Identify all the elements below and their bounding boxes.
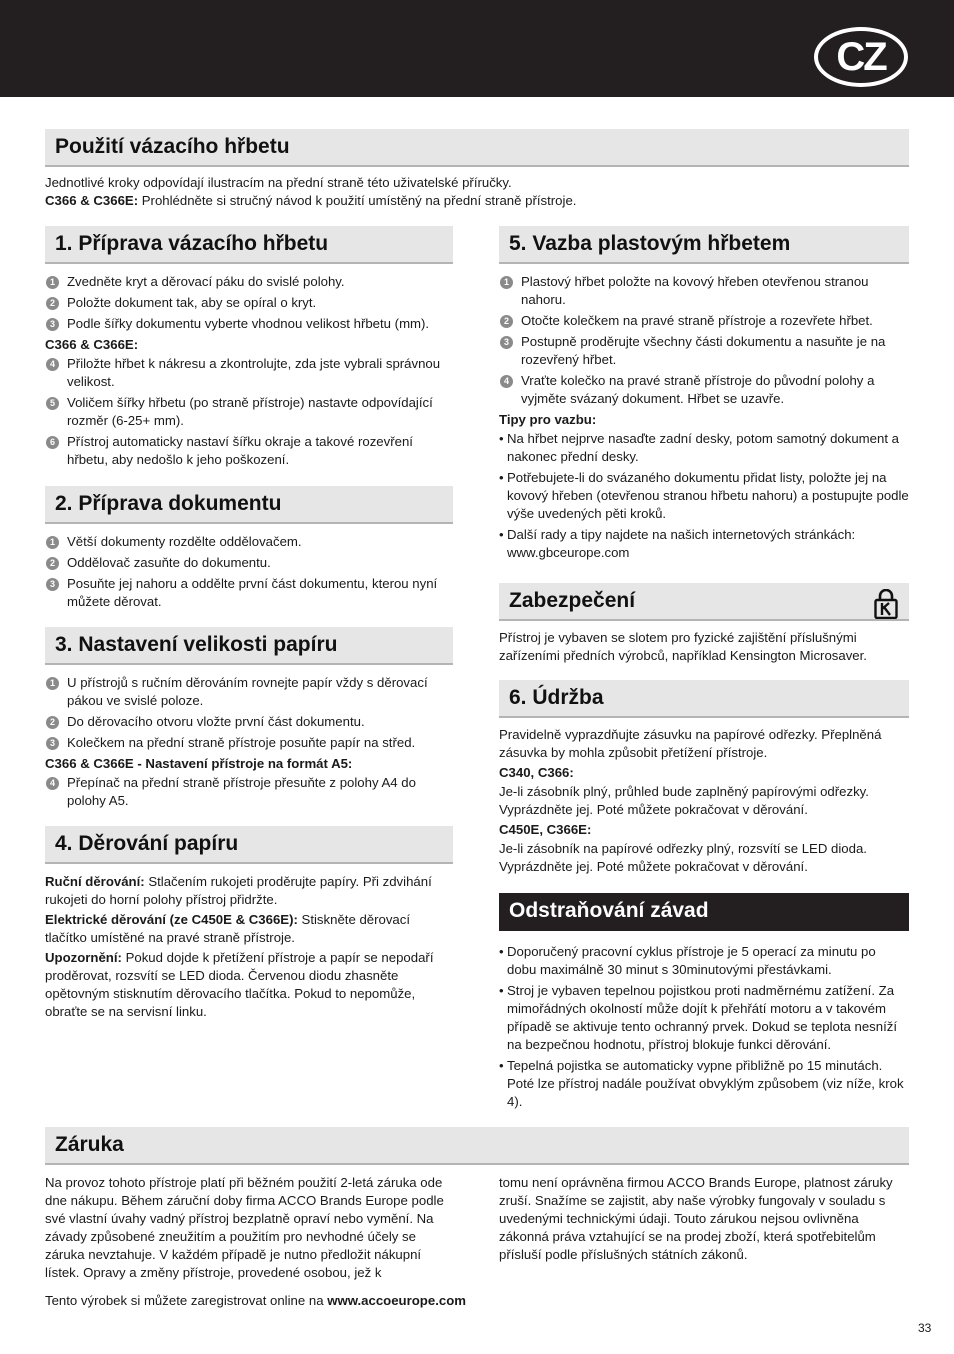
section-title-3: 3. Nastavení velikosti papíru	[45, 627, 453, 665]
step-number-icon: 2	[46, 716, 59, 729]
step-number-icon: 3	[46, 578, 59, 591]
step-item: 1 Větší dokumenty rozdělte oddělovačem.	[45, 533, 450, 551]
subheading: Tipy pro vazbu:	[499, 412, 597, 427]
paragraph: Pravidelně vyprazdňujte zásuvku na papírové odřezky. Přeplněná zásuvka by mohla způsobit přetížení přístroje.	[499, 727, 882, 760]
step-number-icon: 3	[46, 318, 59, 331]
paragraph: Upozornění: Pokud dojde k přetížení přístroje a papír se nepodaří proděrovat, rozsvítí se LED dioda. Červenou diodu zhasněte opětovným stisknutím děrovacího tlačítka. Pokud to nepomůže, obraťte se na servisní linku.	[45, 950, 434, 1019]
register-link[interactable]: www.accoeurope.com	[327, 1293, 466, 1308]
step-item: 6 Přístroj automaticky nastaví šířku okraje a takové rozevření hřbetu, aby nedošlo k jeho poškození.	[45, 433, 450, 469]
subheading: C340, C366:	[499, 765, 574, 780]
subheading: C366 & C366E:	[45, 337, 139, 352]
section-title-4: 4. Děrování papíru	[45, 826, 453, 864]
step-number-icon: 2	[500, 315, 513, 328]
section-title-2: 2. Příprava dokumentu	[45, 486, 453, 524]
section-6-body	[499, 726, 904, 878]
section-5-body	[499, 273, 909, 565]
warranty-column-1: Na provoz tohoto přístroje platí při běžném použití 2-letá záruka ode dne nákupu. Během záruční doby firma ACCO Brands Europe podle své vlastní úvahy vadný přístroj bezplatně opraví nebo vymění. Na závady způsobené zneužitím a použitím pro nevhodné účely se záruka nevztahuje. V každém případě je nutno předložit nákupní lístek. Opravy a změny přístroje, provedené osobou, jež k	[45, 1175, 444, 1280]
troubleshooting-body	[499, 943, 904, 1114]
paragraph: Ruční děrování: Stlačením rukojeti proděrujte papíry. Při zdvihání rukojeti do horní polohy přístroj přidržte.	[45, 874, 432, 907]
language-badge: CZ	[814, 27, 908, 87]
step-number-icon: 3	[500, 336, 513, 349]
register-text: Tento výrobek si můžete zaregistrovat online na	[45, 1293, 328, 1308]
step-item: 5 Voličem šířky hřbetu (po straně přístroje) nastavte odpovídající rozměr (6-25+ mm).	[45, 394, 450, 430]
section-1-body	[45, 273, 450, 472]
step-item: 1 U přístrojů s ručním děrováním rovnejte papír vždy s děrovací pákou ve svislé poloze.	[45, 674, 450, 710]
subheading: C450E, C366E:	[499, 822, 592, 837]
step-number-icon: 4	[500, 375, 513, 388]
step-item: 4 Přiložte hřbet k nákresu a zkontrolujte, zda jste vybrali správnou velikost.	[45, 355, 450, 391]
bullet-item: • Tepelná pojistka se automaticky vypne přibližně po 15 minutách. Poté lze přístroj nadále používat obvyklým způsobem (viz níže, krok 4).	[499, 1057, 904, 1111]
section-2-body	[45, 533, 450, 614]
section-4-body	[45, 873, 445, 1023]
paragraph: Je-li zásobník plný, průhled bude zaplněný papírovými odřezky. Vyprázdněte jej. Poté můžete pokračovat v děrování.	[499, 784, 869, 817]
intro-line-1: Jednotlivé kroky odpovídají ilustracím na přední straně této uživatelské příručky.	[45, 175, 512, 190]
step-number-icon: 4	[46, 777, 59, 790]
warranty-column-2: tomu není oprávněna firmou ACCO Brands Europe, platnost záruky zruší. Snažíme se zajistit, aby naše výrobky fungovaly v souladu s uvedenými technickými údaji. Touto zárukou nejsou ovlivněna zákonná práva vztahující se na prodej zboží, která spotřebitelům přísluší podle příslušných státních zákonů.	[499, 1175, 893, 1262]
step-number-icon: 1	[500, 276, 513, 289]
paragraph: Je-li zásobník na papírové odřezky plný, rozsvítí se LED dioda. Vyprázdněte jej. Poté můžete pokračovat v děrování.	[499, 841, 867, 874]
step-number-icon: 6	[46, 436, 59, 449]
section-title-security: Zabezpečení	[499, 583, 909, 621]
step-number-icon: 1	[46, 536, 59, 549]
section-title-1: 1. Příprava vázacího hřbetu	[45, 226, 453, 264]
register-line	[45, 1292, 745, 1310]
section-title-intro: Použití vázacího hřbetu	[45, 129, 909, 167]
step-number-icon: 5	[46, 397, 59, 410]
paragraph: Elektrické děrování (ze C450E & C366E): Stiskněte děrovací tlačítko umístěné na pravé straně přístroje.	[45, 912, 411, 945]
section-title-warranty: Záruka	[45, 1127, 909, 1165]
step-number-icon: 2	[46, 297, 59, 310]
bullet-item: • Potřebujete-li do svázaného dokumentu přidat listy, položte jej na kovový hřeben (otevřenou stranou hřbetu nahoru) a postupujte podle výše uvedených pěti kroků.	[499, 469, 909, 523]
intro-model-label: C366 & C366E:	[45, 193, 139, 208]
step-item: 3 Podle šířky dokumentu vyberte vhodnou velikost hřbetu (mm).	[45, 315, 450, 333]
section-title-6: 6. Údržba	[499, 680, 909, 718]
step-item: 3 Posuňte jej nahoru a oddělte první část dokumentu, kterou nyní můžete děrovat.	[45, 575, 450, 611]
kensington-lock-icon	[874, 589, 898, 619]
step-item: 2 Otočte kolečkem na pravé straně přístroje a rozevřete hřbet.	[499, 312, 909, 330]
section-title-5: 5. Vazba plastovým hřbetem	[499, 226, 909, 264]
security-text: Přístroj je vybaven se slotem pro fyzické zajištění příslušnými zařízeními předních výrobců, například Kensington Microsaver.	[499, 630, 867, 663]
intro-line-2	[45, 192, 909, 210]
step-item: 1 Zvedněte kryt a děrovací páku do svislé polohy.	[45, 273, 450, 291]
step-number-icon: 1	[46, 677, 59, 690]
step-number-icon: 3	[46, 737, 59, 750]
step-item: 4 Vraťte kolečko na pravé straně přístroje do původní polohy a vyjměte svázaný dokument. Hřbet se uzavře.	[499, 372, 909, 408]
step-item: 1 Plastový hřbet položte na kovový hřeben otevřenou stranou nahoru.	[499, 273, 909, 309]
subheading: C366 & C366E - Nastavení přístroje na formát A5:	[45, 756, 353, 771]
bullet-item: • Doporučený pracovní cyklus přístroje je 5 operací za minutu po dobu maximálně 30 minut s 30minutovými přestávkami.	[499, 943, 904, 979]
step-item: 3 Kolečkem na přední straně přístroje posuňte papír na střed.	[45, 734, 450, 752]
bullet-item: • Na hřbet nejprve nasaďte zadní desky, potom samotný dokument a nakonec přední desky.	[499, 430, 909, 466]
step-number-icon: 1	[46, 276, 59, 289]
step-item: 2 Oddělovač zasuňte do dokumentu.	[45, 554, 450, 572]
section-title-troubleshooting: Odstraňování závad	[499, 893, 909, 931]
bullet-item: • Další rady a tipy najdete na našich internetových stránkách: www.gbceurope.com	[499, 526, 909, 562]
header-bar	[0, 0, 954, 97]
step-item: 3 Postupně proděrujte všechny části dokumentu a nasuňte je na rozevřený hřbet.	[499, 333, 909, 369]
section-3-body	[45, 674, 450, 813]
step-item: 2 Do děrovacího otvoru vložte první část dokumentu.	[45, 713, 450, 731]
step-item: 2 Položte dokument tak, aby se opíral o kryt.	[45, 294, 450, 312]
bullet-item: • Stroj je vybaven tepelnou pojistkou proti nadměrnému zatížení. Za mimořádných okolností může dojít k přehřátí motoru a v takovém případě se aktivuje tento ochranný prvek. Dokud se teplota nesníží na bezpečnou hodnotu, přístroj blokuje funkci děrování.	[499, 982, 904, 1054]
page-number: 33	[918, 1321, 932, 1335]
intro-model-text: Prohlédněte si stručný návod k použití umístěný na přední straně přístroje.	[138, 193, 577, 208]
step-number-icon: 4	[46, 358, 59, 371]
step-number-icon: 2	[46, 557, 59, 570]
intro-text	[45, 174, 909, 210]
step-item: 4 Přepínač na přední straně přístroje přesuňte z polohy A4 do polohy A5.	[45, 774, 450, 810]
